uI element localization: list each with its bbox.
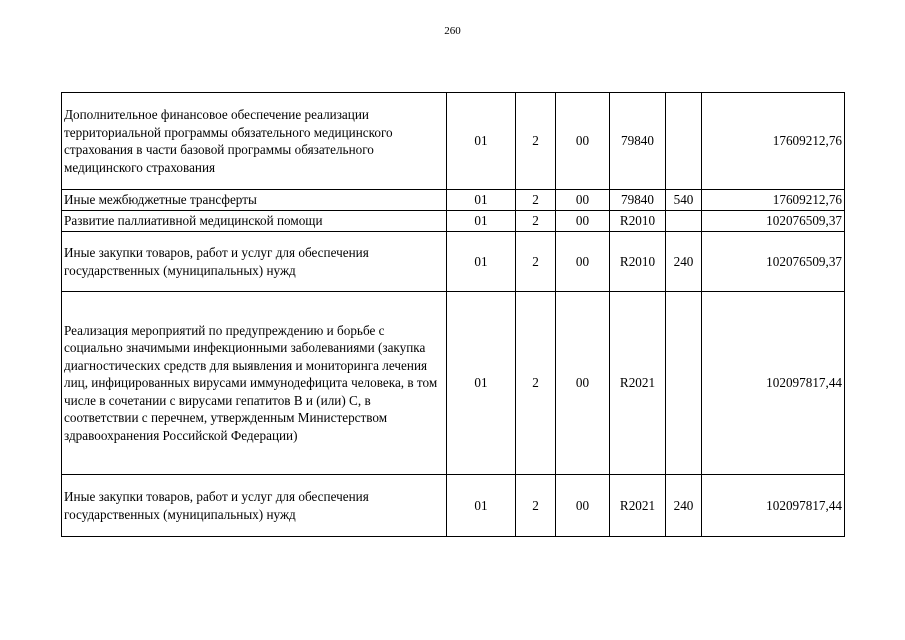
row-expense-type-code: 540 <box>666 190 702 211</box>
row-name: Дополнительное финансовое обеспечение реализации территориальной программы обязательного медицинского страхования в части базовой программы обязательного медицинского страхования <box>62 93 447 190</box>
row-name: Иные межбюджетные трансферты <box>62 190 447 211</box>
table-row <box>62 292 845 475</box>
row-section-code: 01 <box>447 93 516 190</box>
page-number: 260 <box>444 25 461 37</box>
row-expense-type-code <box>666 292 702 475</box>
row-direction-code: R2021 <box>610 475 666 537</box>
row-amount: 102097817,44 <box>702 292 845 475</box>
row-direction-code: 79840 <box>610 190 666 211</box>
row-amount: 17609212,76 <box>702 190 845 211</box>
row-amount: 102076509,37 <box>702 211 845 232</box>
row-name: Развитие паллиативной медицинской помощи <box>62 211 447 232</box>
row-amount: 17609212,76 <box>702 93 845 190</box>
row-section-code: 01 <box>447 292 516 475</box>
row-name: Иные закупки товаров, работ и услуг для обеспечения государственных (муниципальных) нужд <box>62 232 447 292</box>
row-program-code: 2 <box>516 292 556 475</box>
table-row <box>62 232 845 292</box>
row-subprogram-code: 00 <box>556 232 610 292</box>
row-expense-type-code: 240 <box>666 232 702 292</box>
row-direction-code: R2010 <box>610 232 666 292</box>
row-program-code: 2 <box>516 93 556 190</box>
row-subprogram-code: 00 <box>556 475 610 537</box>
budget-table <box>61 92 845 537</box>
row-subprogram-code: 00 <box>556 93 610 190</box>
row-section-code: 01 <box>447 211 516 232</box>
row-program-code: 2 <box>516 232 556 292</box>
row-name: Реализация мероприятий по предупреждению и борьбе с социально значимыми инфекционными заболеваниями (закупка диагностических средств для выявления и мониторинга лечения лиц, инфицированных вирусами иммунодефицита человека, в том числе в сочетании с вирусами гепатитов В и (или) С, в соответствии с перечнем, утвержденным Министерством здравоохранения Российской Федерации) <box>62 292 447 475</box>
table-row <box>62 475 845 537</box>
row-expense-type-code: 240 <box>666 475 702 537</box>
row-expense-type-code <box>666 211 702 232</box>
row-subprogram-code: 00 <box>556 190 610 211</box>
row-name: Иные закупки товаров, работ и услуг для обеспечения государственных (муниципальных) нужд <box>62 475 447 537</box>
table-row <box>62 93 845 190</box>
row-amount: 102076509,37 <box>702 232 845 292</box>
row-expense-type-code <box>666 93 702 190</box>
row-direction-code: R2021 <box>610 292 666 475</box>
row-direction-code: 79840 <box>610 93 666 190</box>
table-row <box>62 211 845 232</box>
row-subprogram-code: 00 <box>556 211 610 232</box>
row-amount: 102097817,44 <box>702 475 845 537</box>
row-program-code: 2 <box>516 190 556 211</box>
table-row <box>62 190 845 211</box>
row-subprogram-code: 00 <box>556 292 610 475</box>
row-section-code: 01 <box>447 232 516 292</box>
row-section-code: 01 <box>447 190 516 211</box>
row-section-code: 01 <box>447 475 516 537</box>
row-program-code: 2 <box>516 475 556 537</box>
row-direction-code: R2010 <box>610 211 666 232</box>
row-program-code: 2 <box>516 211 556 232</box>
